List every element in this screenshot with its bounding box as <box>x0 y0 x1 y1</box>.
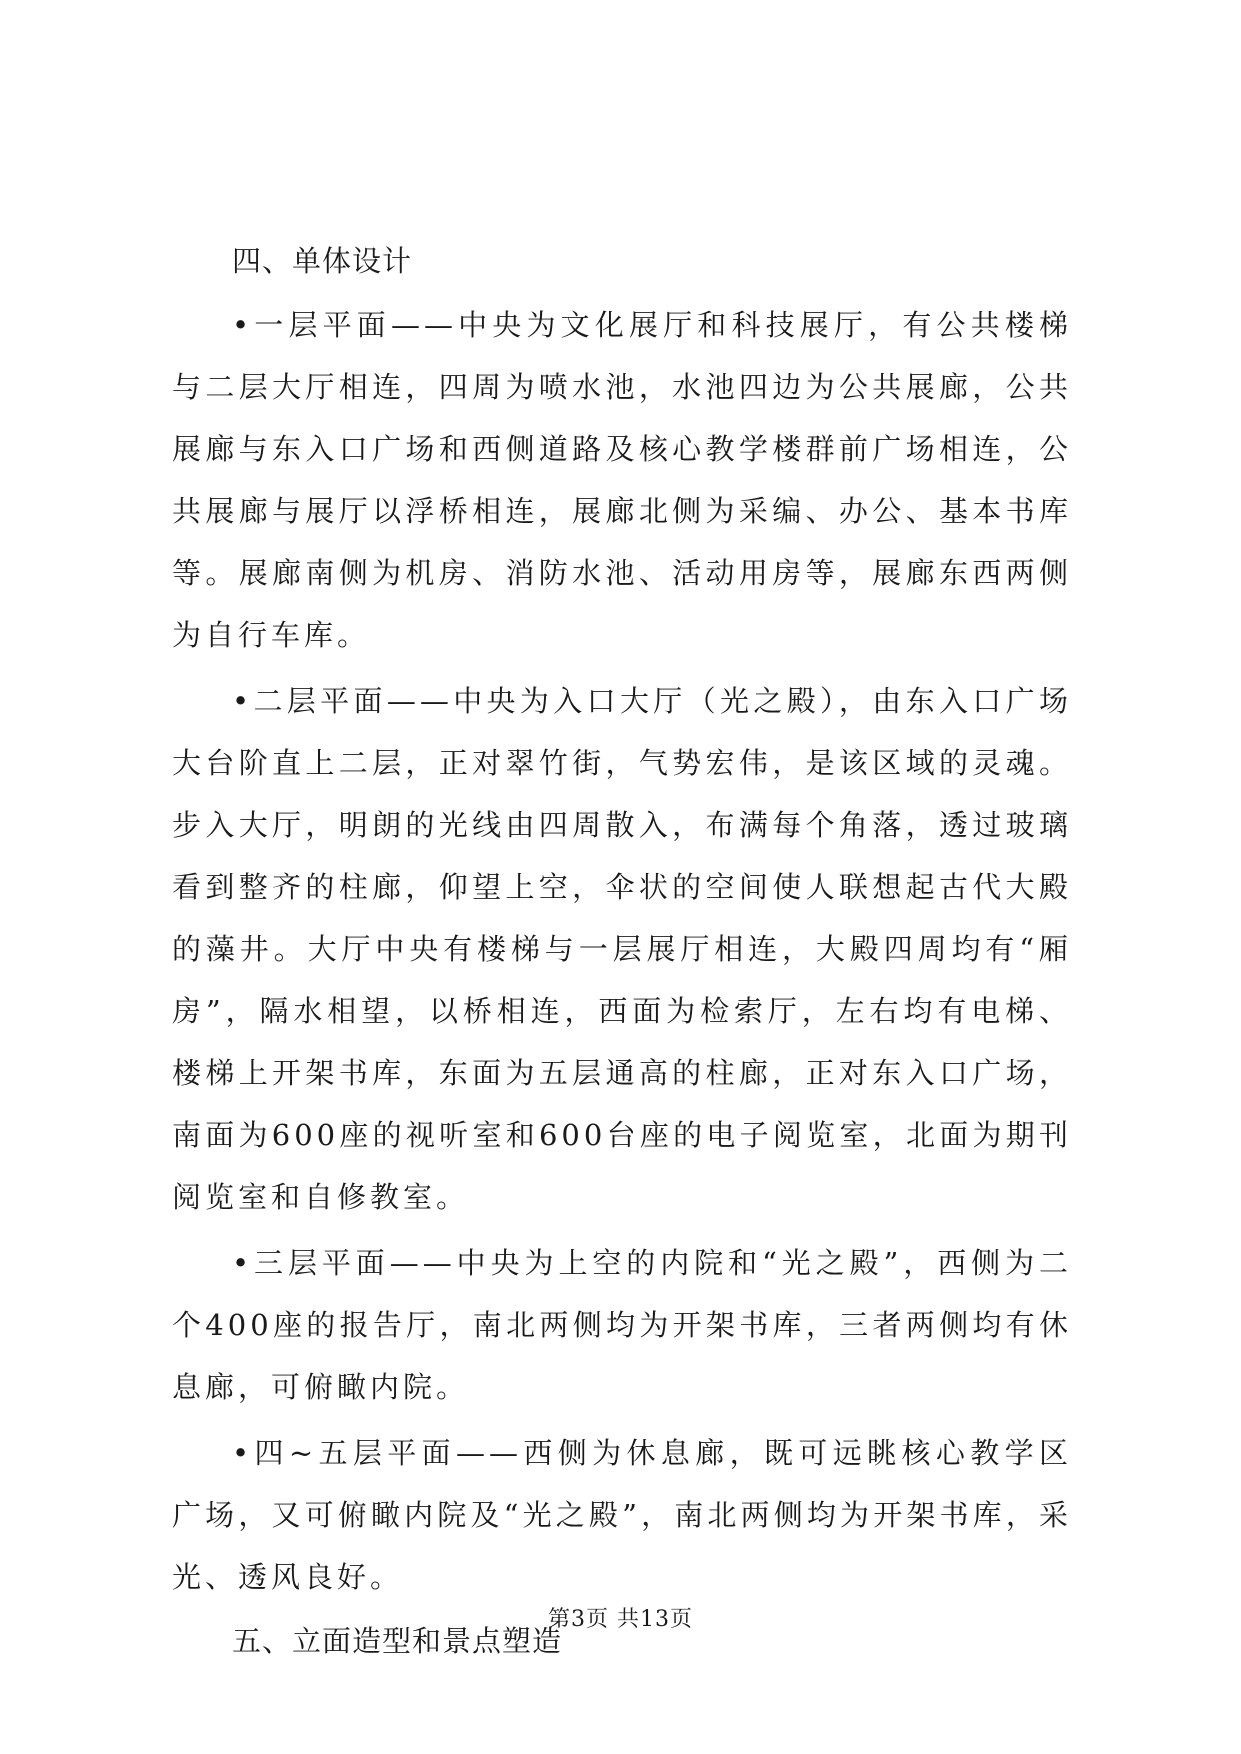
paragraph-floor-2: •二层平面——中央为入口大厅（光之殿），由东入口广场大台阶直上二层，正对翠竹街，气势宏伟，是该区域的灵魂。步入大厅，明朗的光线由四周散入，布满每个角落，透过玻璃看到整齐的柱廊，仰望上空，伞状的空间使人联想起古代大殿的藻井。大厅中央有楼梯与一层展厅相连，大殿四周均有“厢房”，隔水相望，以桥相连，西面为检索厅，左右均有电梯、楼梯上开架书库，东面为五层通高的柱廊，正对东入口广场，南面为600座的视听室和600台座的电子阅览室，北面为期刊阅览室和自修教室。 <box>172 684 1072 1214</box>
section-heading-facade: 五、立面造型和景点塑造 <box>232 1624 563 1658</box>
paragraph-floor-4-5: •四~五层平面——西侧为休息廊，既可远眺核心教学区广场，又可俯瞰内院及“光之殿”，南北两侧均为开架书库，采光、透风良好。 <box>172 1436 1072 1594</box>
page-number-footer: 第3页 共13页 <box>548 1607 693 1632</box>
document-body <box>172 232 1072 1670</box>
paragraph-floor-1: •一层平面——中央为文化展厅和科技展厅，有公共楼梯与二层大厅相连，四周为喷水池，水池四边为公共展廊，公共展廊与东入口广场和西侧道路及核心教学楼群前广场相连，公共展廊与展厅以浮桥相连，展廊北侧为采编、办公、基本书库等。展廊南侧为机房、消防水池、活动用房等，展廊东西两侧为自行车库。 <box>172 308 1072 652</box>
paragraph-floor-3: •三层平面——中央为上空的内院和“光之殿”，西侧为二个400座的报告厅，南北两侧均为开架书库，三者两侧均有休息廊，可俯瞰内院。 <box>172 1246 1072 1404</box>
section-heading-single-design: 四、单体设计 <box>232 244 413 278</box>
